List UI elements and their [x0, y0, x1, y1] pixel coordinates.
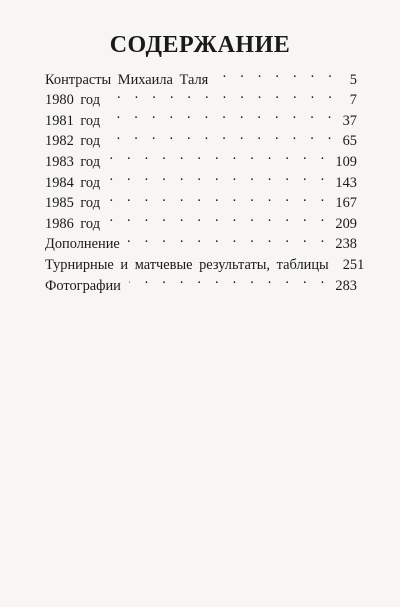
toc-entry	[45, 269, 357, 294]
toc-entry-page: 7	[349, 92, 357, 109]
toc-entry-label: Контрасты Михаила Таля	[45, 71, 209, 88]
dot-leader	[108, 104, 337, 125]
toc-entry	[45, 207, 357, 232]
dot-leader	[108, 207, 329, 228]
dot-leader	[108, 84, 337, 105]
table-of-contents	[45, 63, 365, 294]
page-title: СОДЕРЖАНИЕ	[109, 32, 291, 58]
toc-entry-label: Фотографии	[45, 277, 121, 294]
toc-entry-label: 1982 год	[45, 133, 101, 150]
toc-entry-label: 1983 год	[45, 153, 101, 170]
toc-entry-label: 1980 год	[45, 92, 101, 109]
toc-entry-page: 167	[335, 195, 357, 212]
toc-entry	[45, 187, 357, 212]
toc-entry-page: 5	[349, 71, 357, 88]
dot-leader	[216, 63, 337, 84]
toc-entry	[45, 228, 357, 253]
dot-leader	[108, 166, 329, 187]
dot-leader	[128, 228, 330, 249]
dot-leader	[129, 269, 330, 290]
toc-entry-label: Турнирные и матчевые результаты, таблицы	[45, 256, 329, 273]
toc-entry-label: Дополнение	[45, 236, 120, 253]
toc-entry	[45, 125, 357, 150]
toc-entry-page: 251	[342, 256, 365, 273]
toc-entry	[45, 166, 357, 191]
toc-entry-page: 109	[335, 153, 357, 170]
toc-entry-page: 65	[342, 133, 357, 150]
toc-entry-label: 1985 год	[45, 195, 101, 212]
toc-entry-label: 1981 год	[45, 112, 101, 129]
dot-leader	[108, 125, 337, 146]
toc-entry-page: 143	[335, 174, 357, 191]
toc-entry	[45, 63, 357, 88]
toc-entry-page: 283	[335, 277, 357, 294]
toc-entry-page: 37	[342, 112, 357, 129]
toc-entry-page: 238	[335, 236, 357, 253]
toc-entry	[45, 248, 365, 273]
toc-entry-label: 1986 год	[45, 215, 101, 232]
dot-leader	[108, 187, 329, 208]
toc-entry	[45, 84, 357, 109]
toc-entry	[45, 145, 357, 170]
toc-entry-label: 1984 год	[45, 174, 101, 191]
dot-leader	[108, 145, 329, 166]
toc-entry	[45, 104, 357, 129]
toc-entry-page: 209	[335, 215, 357, 232]
